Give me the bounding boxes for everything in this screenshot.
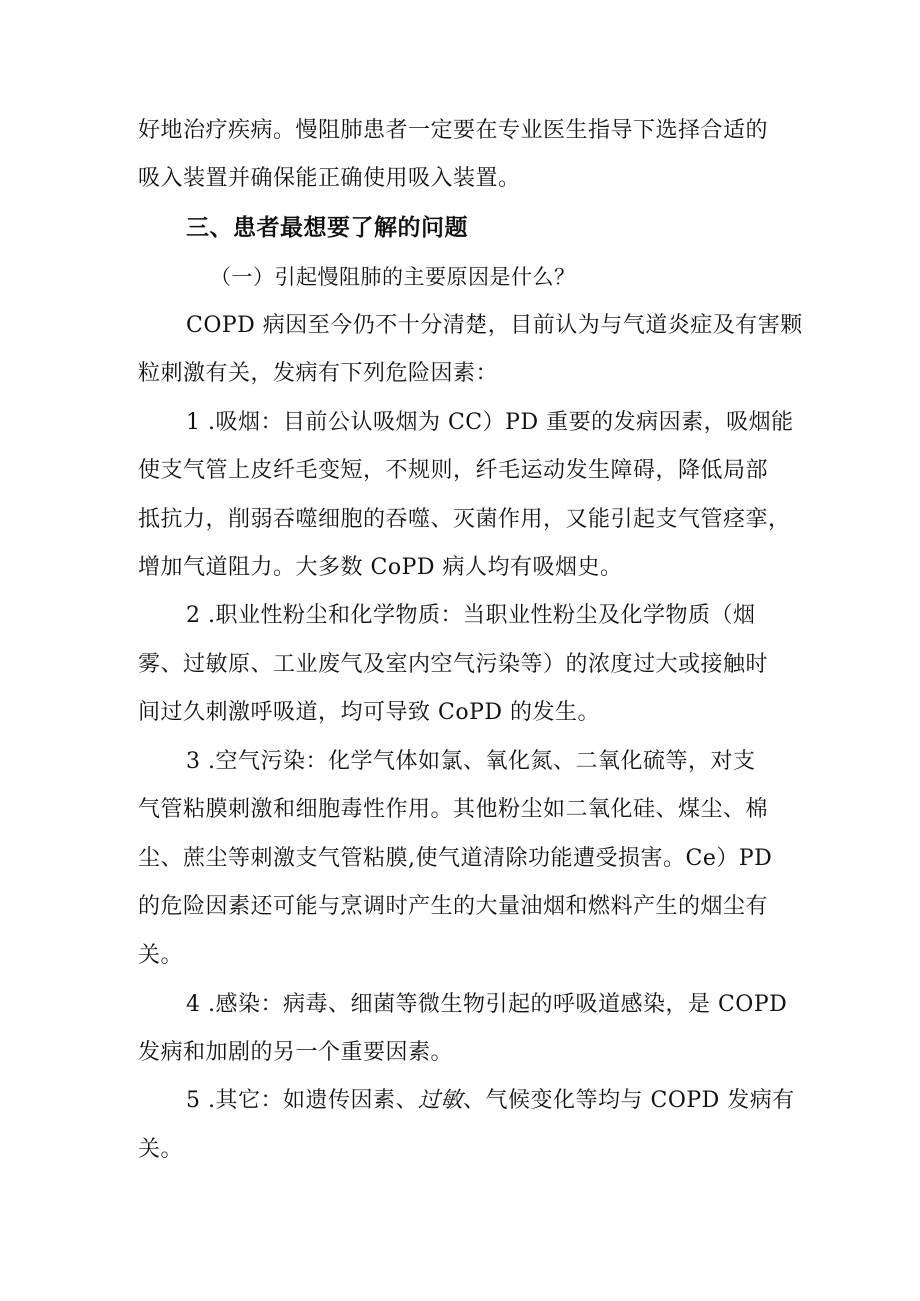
paragraph-line: 发病和加剧的另一个重要因素。	[138, 1040, 454, 1065]
list-item-line: 1 .吸烟：目前公认吸烟为 CC）PD 重要的发病因素，吸烟能	[186, 410, 794, 435]
paragraph-line: 抵抗力，削弱吞噬细胞的吞噬、灭菌作用，又能引起支气管痉挛，	[138, 507, 791, 532]
list-item-text: 5 .其它：如遗传因素、	[186, 1088, 418, 1113]
paragraph-line: 吸入装置并确保能正确使用吸入装置。	[138, 166, 521, 191]
paragraph-line: 雾、过敏原、工业废气及室内空气污染等）的浓度过大或接触时	[138, 652, 769, 677]
paragraph-line: 气管粘膜刺激和细胞毒性作用。其他粉尘如二氧化硅、煤尘、棉	[138, 797, 769, 822]
paragraph-line: COPD 病因至今仍不十分清楚，目前认为与气道炎症及有害颗	[186, 313, 803, 338]
paragraph-line: 关。	[138, 1137, 184, 1162]
subsection-heading: （一）引起慢阻肺的主要原因是什么？	[210, 265, 576, 289]
list-item-text: 、气候变化等均与 COPD 发病有	[463, 1088, 795, 1113]
list-item-line: 3 .空气污染：化学气体如氯、氧化氮、二氧化硫等，对支	[186, 749, 756, 774]
paragraph-line: 使支气管上皮纤毛变短，不规则，纤毛运动发生障碍，降低局部	[138, 458, 769, 483]
paragraph-line: 增加气道阻力。大多数 CoPD 病人均有吸烟史。	[138, 555, 623, 580]
paragraph-line: 尘、蔗尘等刺激支气管粘膜,使气道清除功能遭受损害。Ce）PD	[138, 846, 773, 871]
list-item-line	[186, 1086, 795, 1116]
paragraph-line: 关。	[138, 943, 184, 968]
italic-term: 过敏	[417, 1088, 463, 1113]
list-item-line: 4 .感染：病毒、细菌等微生物引起的呼吸道感染，是 COPD	[186, 992, 788, 1017]
paragraph-line: 好地治疗疾病。慢阻肺患者一定要在专业医生指导下选择合适的	[138, 118, 769, 143]
section-heading: 三、患者最想要了解的问题	[186, 215, 468, 241]
list-item-line: 2 .职业性粉尘和化学物质：当职业性粉尘及化学物质（烟	[186, 603, 756, 628]
paragraph-line: 粒刺激有关，发病有下列危险因素：	[138, 361, 499, 386]
paragraph-line: 间过久刺激呼吸道，均可导致 CoPD 的发生。	[138, 700, 601, 725]
paragraph-line: 的危险因素还可能与烹调时产生的大量油烟和燃料产生的烟尘有	[138, 894, 769, 919]
